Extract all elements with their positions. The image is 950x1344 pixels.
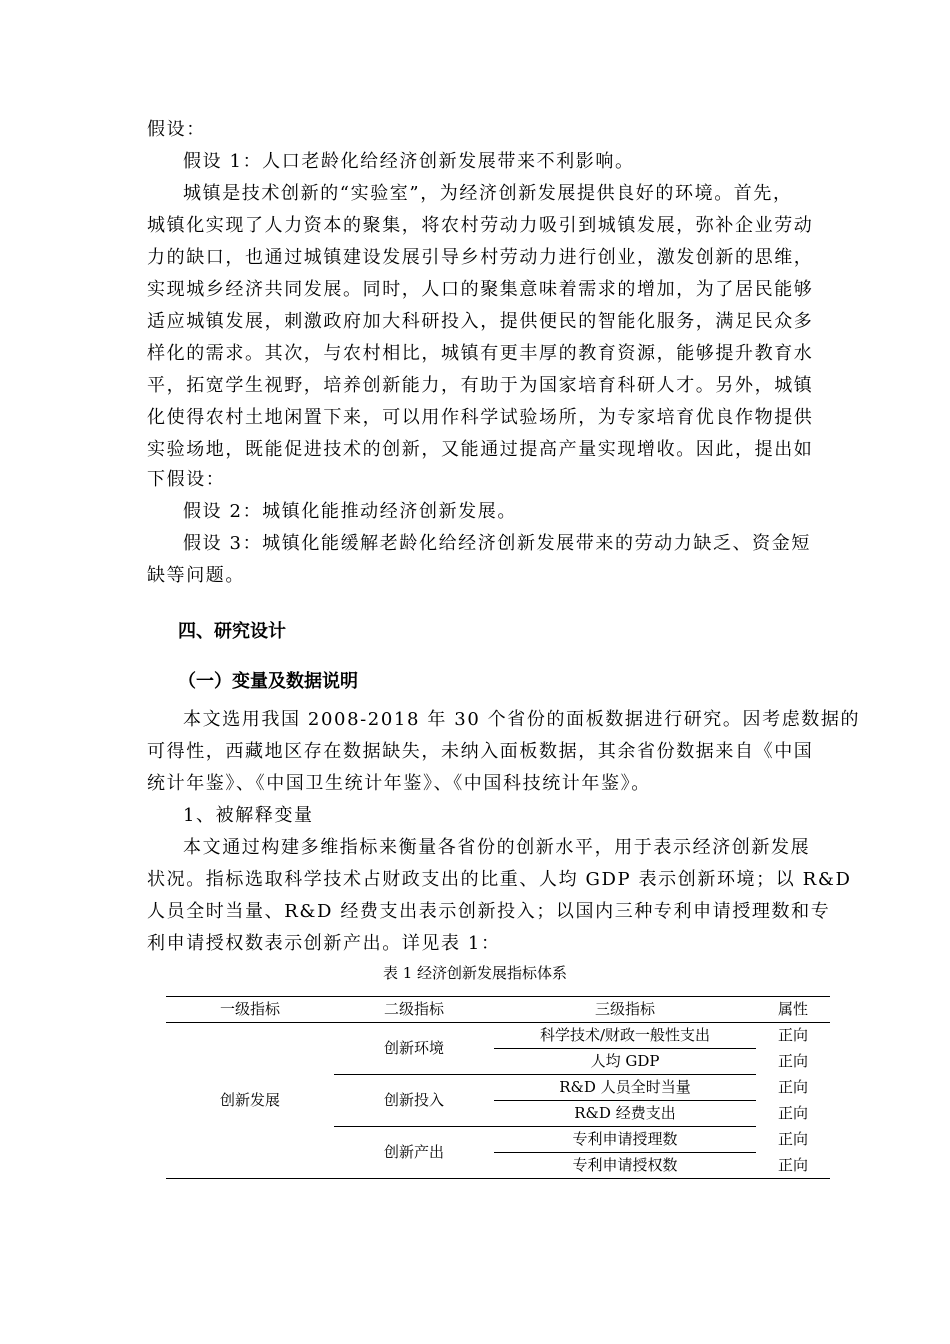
level2-cell: 创新投入	[334, 1075, 494, 1127]
text-line: 人员全时当量、R&D 经费支出表示创新投入；以国内三种专利申请授理数和专	[147, 901, 831, 922]
text-line: 假设 2：城镇化能推动经济创新发展。	[183, 501, 517, 522]
table-header-row	[166, 997, 830, 1023]
text-line: 样化的需求。其次，与农村相比，城镇有更丰厚的教育资源，能够提升教育水	[147, 343, 814, 364]
table-row	[166, 1023, 830, 1049]
text-line: 利申请授权数表示创新产出。详见表 1：	[147, 933, 501, 954]
subsection-heading: （一）变量及数据说明	[178, 671, 358, 692]
text-line: 本文通过构建多维指标来衡量各省份的创新水平，用于表示经济创新发展	[183, 837, 811, 858]
attribute-cell: 正向	[777, 1078, 808, 1096]
text-line: 可得性，西藏地区存在数据缺失，未纳入面板数据，其余省份数据来自《中国	[147, 741, 814, 762]
level3-cell: 科学技术/财政一般性支出	[539, 1026, 711, 1044]
text-line: 1、被解释变量	[183, 805, 314, 826]
level3-cell: R&D 人员全时当量	[494, 1075, 756, 1101]
header-level1: 一级指标	[166, 997, 334, 1023]
text-line: 化使得农村土地闲置下来，可以用作科学试验场所，为专家培育优良作物提供	[147, 407, 814, 428]
header-level2: 二级指标	[334, 997, 494, 1023]
level1-cell: 创新发展	[166, 1023, 334, 1179]
attribute-cell: 正向	[777, 1104, 808, 1122]
text-line: 本文选用我国 2008-2018 年 30 个省份的面板数据进行研究。因考虑数据的	[183, 709, 861, 730]
section-heading: 四、研究设计	[178, 621, 286, 642]
level3-cell: 专利申请授权数	[494, 1153, 756, 1179]
text-line: 假设 3：城镇化能缓解老龄化给经济创新发展带来的劳动力缺乏、资金短	[183, 533, 811, 554]
level2-cell: 创新环境	[383, 1039, 444, 1057]
text-line: 实现城乡经济共同发展。同时，人口的聚集意味着需求的增加，为了居民能够	[147, 279, 814, 300]
header-level3: 三级指标	[494, 997, 756, 1023]
indicator-table	[166, 996, 830, 1179]
level3-cell: 人均 GDP	[494, 1049, 756, 1075]
attribute-cell: 正向	[777, 1130, 808, 1148]
text-line: 城镇是技术创新的“实验室”，为经济创新发展提供良好的环境。首先，	[183, 183, 793, 204]
level2-cell: 创新产出	[334, 1127, 494, 1179]
level3-cell: 专利申请授理数	[494, 1127, 756, 1153]
level3-cell: R&D 经费支出	[494, 1101, 756, 1127]
text-line: 实验场地，既能促进技术的创新，又能通过提高产量实现增收。因此，提出如	[147, 439, 814, 460]
text-line: 平，拓宽学生视野，培养创新能力，有助于为国家培育科研人才。另外，城镇	[147, 375, 814, 396]
attribute-cell: 正向	[777, 1026, 808, 1045]
text-line: 城镇化实现了人力资本的聚集，将农村劳动力吸引到城镇发展，弥补企业劳动	[147, 215, 814, 236]
attribute-cell: 正向	[777, 1052, 808, 1070]
header-attribute: 属性	[756, 997, 830, 1023]
text-line: 下假设：	[147, 469, 226, 490]
text-line: 假设 1：人口老龄化给经济创新发展带来不利影响。	[183, 151, 635, 172]
attribute-cell: 正向	[756, 1153, 830, 1179]
text-line: 统计年鉴》、《中国卫生统计年鉴》、《中国科技统计年鉴》。	[147, 773, 651, 794]
table-caption: 表 1 经济创新发展指标体系	[382, 964, 568, 982]
text-line: 假设：	[147, 119, 206, 140]
text-line: 适应城镇发展，刺激政府加大科研投入，提供便民的智能化服务，满足民众多	[147, 311, 814, 332]
text-line: 缺等问题。	[147, 565, 245, 586]
text-line: 状况。指标选取科学技术占财政支出的比重、人均 GDP 表示创新环境；以 R&D	[147, 869, 852, 890]
text-line: 力的缺口，也通过城镇建设发展引导乡村劳动力进行创业，激发创新的思维，	[147, 247, 814, 268]
